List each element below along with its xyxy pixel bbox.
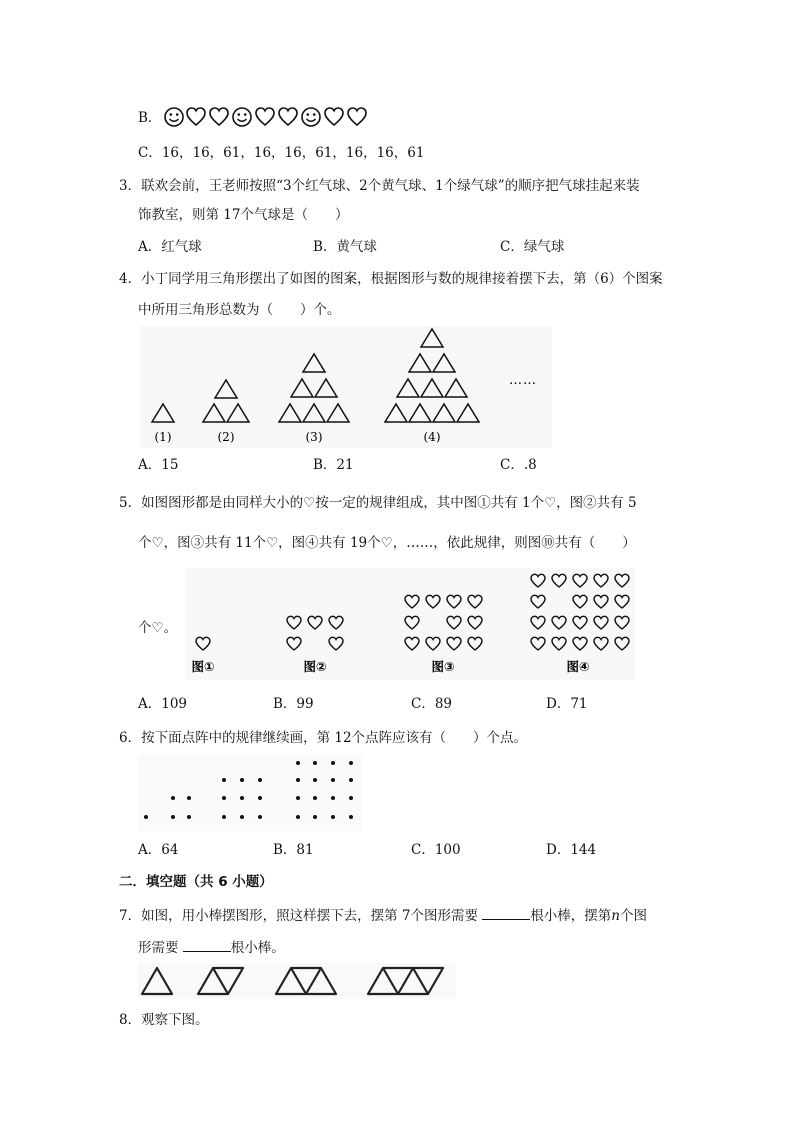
q5-caption-2: 图②	[303, 659, 327, 674]
q3-option-a: A．红气球	[138, 239, 202, 255]
q4-option-c: C．.8	[500, 457, 537, 473]
q6-dot-figure	[138, 755, 362, 831]
q4-label-2: (2)	[217, 430, 235, 444]
section-title-fill-in: 二．填空题（共 6 小题）	[119, 874, 273, 890]
heart-icon	[210, 108, 228, 125]
q5-stem-line2: 个♡，图③共有 11个♡，图④共有 19个♡，……，依此规律，则图⑩共有（ ）	[138, 535, 636, 551]
q7-stem-line1	[119, 905, 647, 925]
q7-blank-2[interactable]	[183, 937, 231, 952]
q5-stem-line3: 个♡。	[138, 620, 178, 636]
q7-blank-1[interactable]	[482, 905, 530, 920]
q7-var-n: n	[611, 908, 620, 924]
heart-icon	[256, 108, 274, 125]
q4-label-1: (1)	[154, 430, 172, 444]
q7-stick-figure	[138, 963, 456, 999]
q7-text-a: 7．如图，用小棒摆图形，照这样摆下去，摆第 7个图形需要	[119, 908, 478, 924]
q7-text-e: 根小棒。	[230, 940, 285, 956]
q5-heart-figure	[185, 568, 635, 680]
q2-option-b	[138, 109, 161, 127]
q6-option-c: C．100	[411, 842, 461, 858]
q4-label-4: (4)	[423, 430, 441, 444]
smile-icon	[165, 108, 183, 126]
q8-stem-line1: 8．观察下图。	[119, 1012, 209, 1028]
q7-text-b: 根小棒，摆第	[530, 908, 612, 924]
q5-caption-1: 图①	[191, 659, 215, 674]
q5-caption-3: 图③	[431, 659, 455, 674]
q6-stem-line1: 6．按下面点阵中的规律继续画，第 12个点阵应该有（ ）个点。	[119, 730, 528, 746]
heart-icon	[325, 108, 343, 125]
q2-option-b-label: B．	[138, 110, 162, 126]
q6-option-b: B．81	[273, 842, 314, 858]
q5-option-b: B．99	[273, 696, 314, 712]
q7-text-d: 形需要	[138, 940, 179, 956]
q7-text-c: 个图	[619, 908, 647, 924]
q5-option-d: D．71	[546, 696, 588, 712]
q5-caption-4: 图④	[566, 659, 590, 674]
q2-option-c: C．16，16，61，16，16，61，16，16，61	[138, 145, 425, 161]
q4-stem-line2: 中所用三角形总数为（ ）个。	[138, 302, 341, 318]
q7-stem-line2	[138, 937, 285, 957]
q5-option-c: C．89	[411, 696, 453, 712]
smile-icon	[233, 108, 251, 126]
q6-option-d: D．144	[546, 842, 597, 858]
q5-stem-line1: 5．如图图形都是由同样大小的♡按一定的规律组成，其中图①共有 1个♡，图②共有 5	[119, 495, 637, 511]
heart-icon	[187, 108, 205, 125]
q3-option-c: C．绿气球	[500, 239, 565, 255]
q3-option-b: B．黄气球	[313, 239, 377, 255]
q4-option-b: B．21	[313, 457, 354, 473]
q3-stem-line1: 3．联欢会前，王老师按照“3个红气球、2个黄气球、1个绿气球”的顺序把气球挂起来装	[119, 178, 640, 194]
q4-triangle-figure	[140, 326, 552, 448]
heart-icon	[279, 108, 297, 125]
q4-option-a: A．15	[138, 457, 179, 473]
q4-stem-line1: 4．小丁同学用三角形摆出了如图的图案，根据图形与数的规律接着摆下去，第（6）个图案	[119, 271, 663, 287]
q6-option-a: A．64	[138, 842, 179, 858]
q2-icon-sequence	[164, 104, 370, 132]
q5-option-a: A．109	[138, 696, 188, 712]
q4-label-3: (3)	[305, 430, 323, 444]
q4-ellipsis: ……	[509, 373, 537, 388]
q3-stem-line2: 饰教室，则第 17个气球是（ ）	[138, 207, 349, 223]
smile-icon	[302, 108, 320, 126]
heart-icon	[348, 108, 366, 125]
